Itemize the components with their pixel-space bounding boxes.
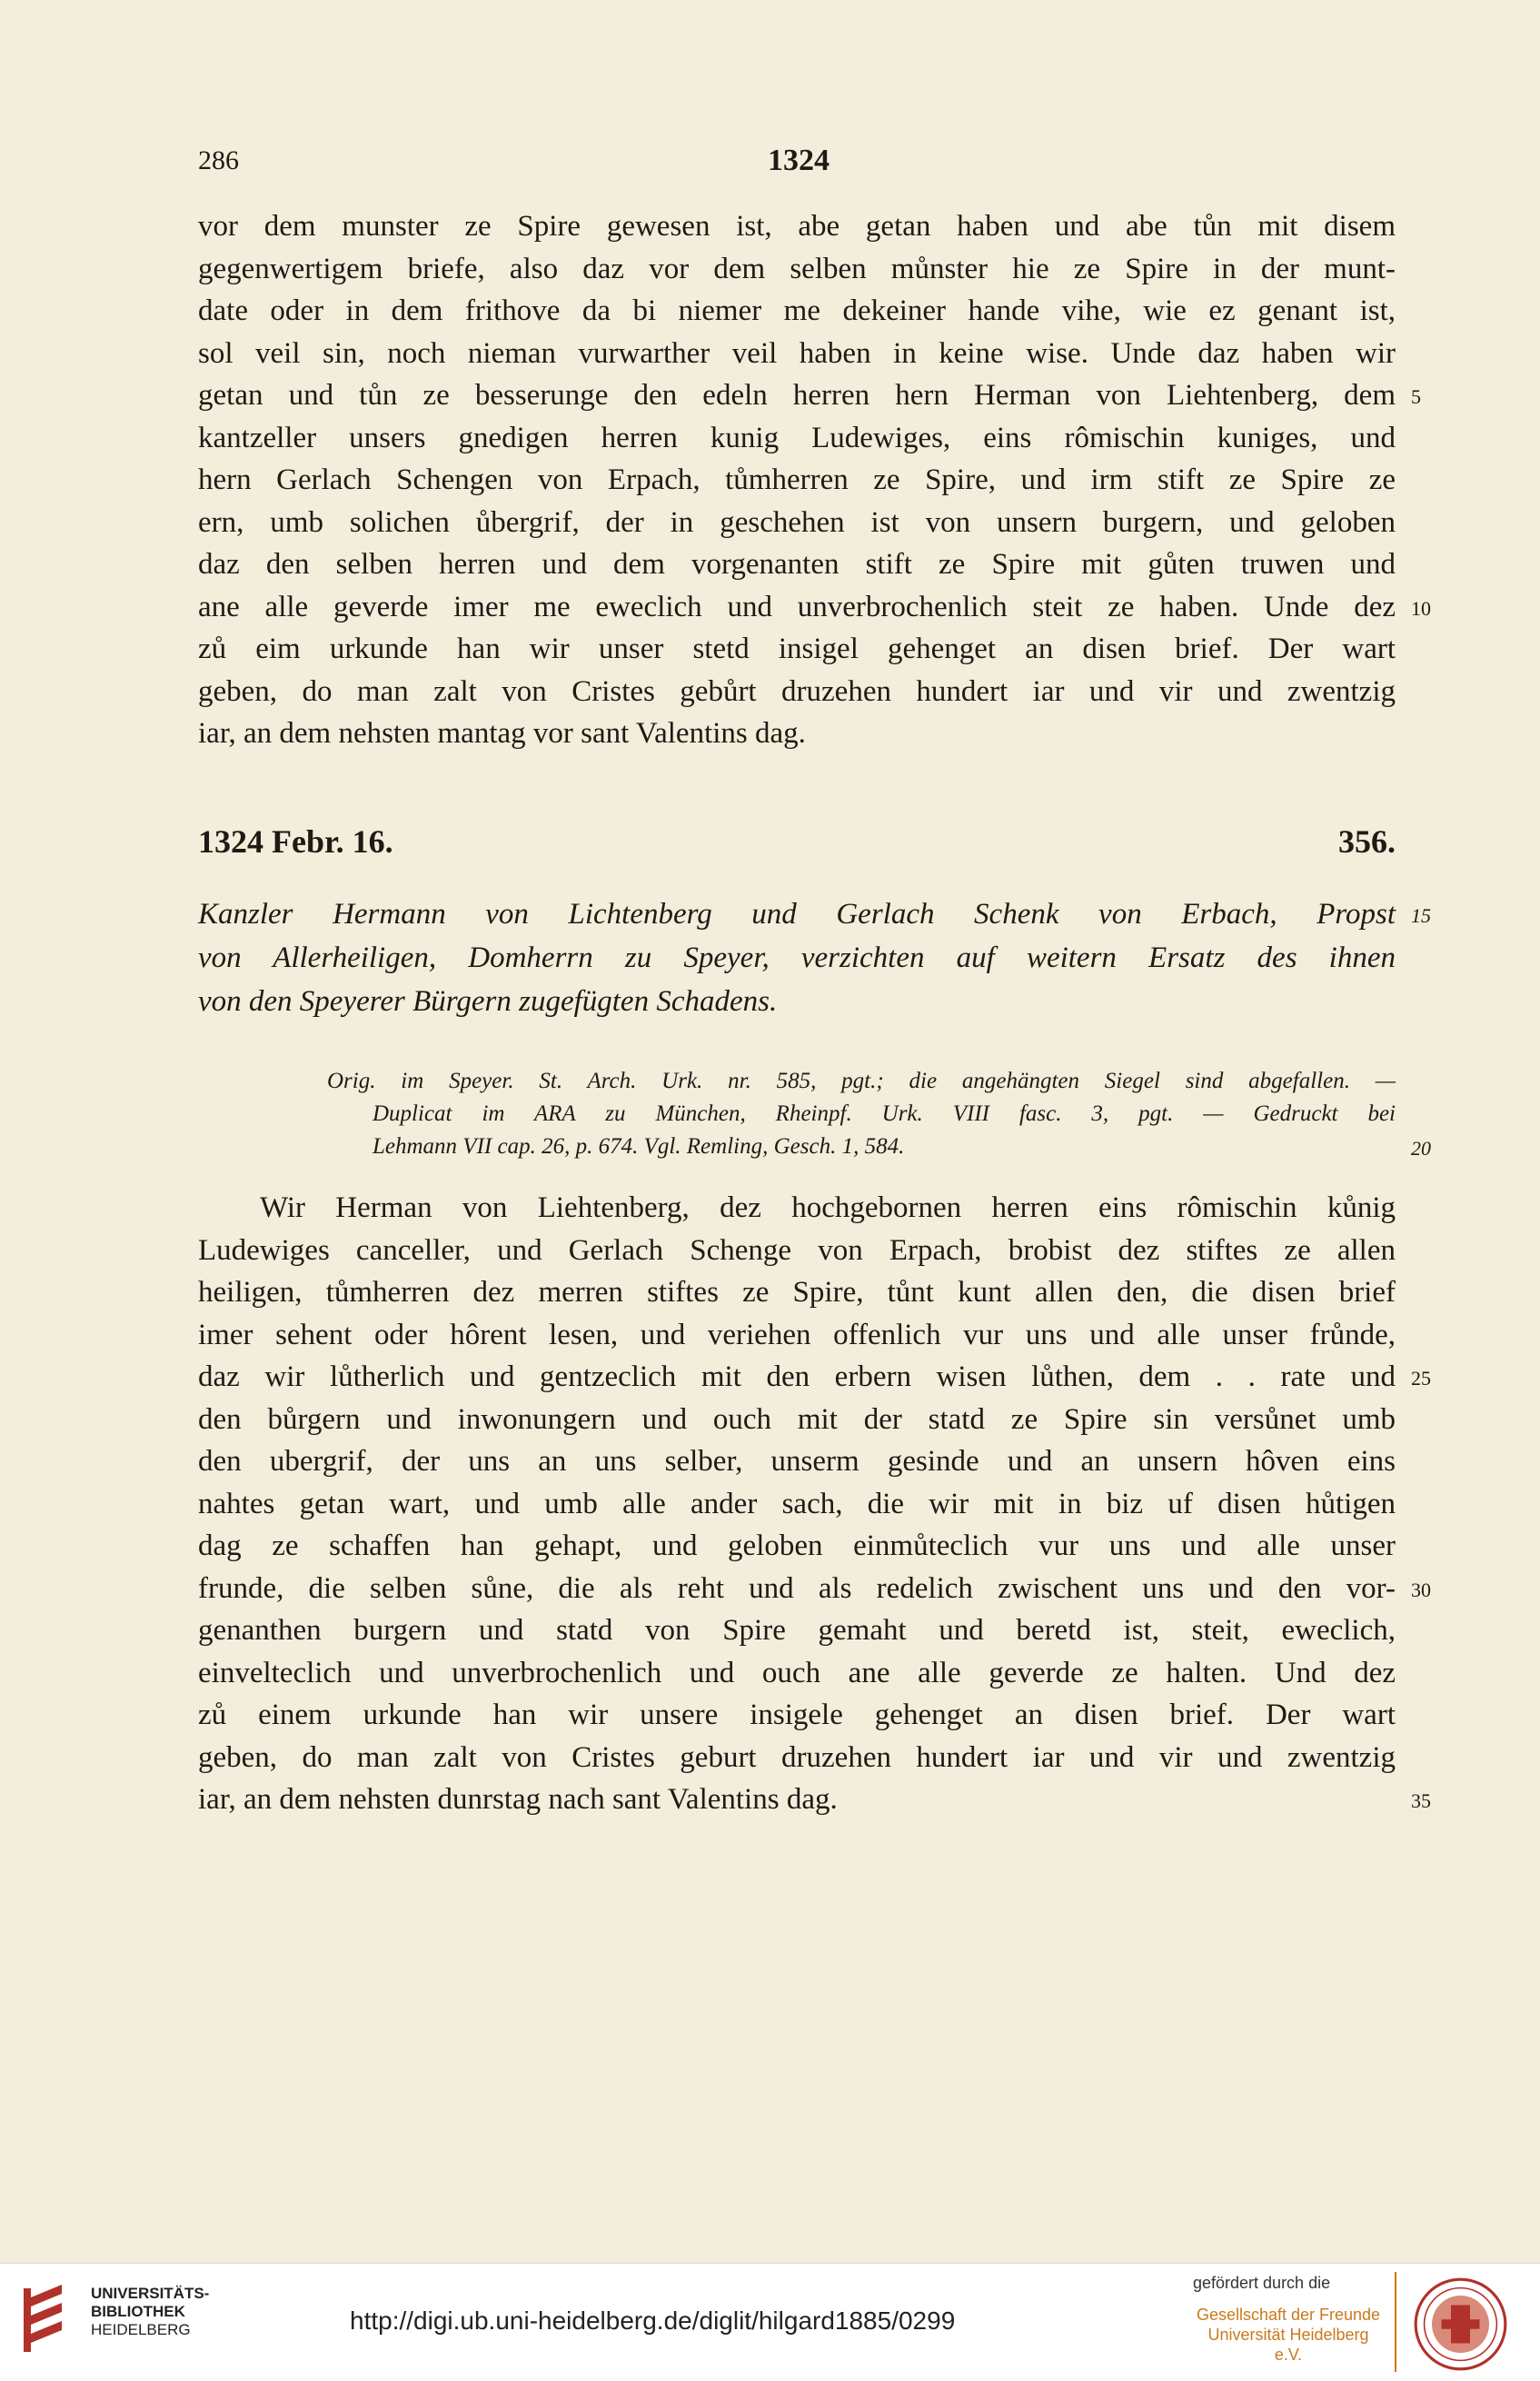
text-line — [327, 1098, 1396, 1131]
body-text-top — [198, 205, 1431, 755]
line-text: geben, do man zalt von Cristes gebůrt druzehen hundert iar und vir und zwentzig — [198, 674, 1396, 708]
line-text: imer sehent oder hôrent lesen, und veriehen offenlich vur uns und alle unser frůnde, — [198, 1318, 1396, 1351]
text-line — [198, 248, 1396, 291]
line-number: 25 — [1411, 1367, 1431, 1390]
text-line — [198, 1271, 1396, 1314]
document-number: 356. — [1338, 823, 1396, 860]
line-text: Lehmann VII cap. 26, p. 674. Vgl. Remling, Gesch. 1, 584. — [373, 1134, 905, 1159]
text-line — [198, 586, 1431, 629]
permalink-url[interactable]: http://digi.ub.uni-heidelberg.de/diglit/hilgard1885/0299 — [350, 2306, 956, 2335]
page-number: 286 — [198, 145, 239, 175]
text-line — [198, 1230, 1396, 1272]
line-text: daz den selben herren und dem vorgenanten stift ze Spire mit gůten truwen und — [198, 548, 1396, 581]
line-text: genanthen burgern und statd von Spire gemaht und beretd ist, steit, eweclich, — [198, 1614, 1396, 1647]
line-text: heiligen, tůmherren dez merren stiftes ze Spire, tůnt kunt allen den, die disen brief — [198, 1276, 1396, 1309]
text-line — [198, 712, 1396, 755]
source-note — [327, 1065, 1431, 1163]
line-text: Ludewiges canceller, und Gerlach Schenge von Erpach, brobist dez stiftes ze allen — [198, 1233, 1396, 1267]
text-line — [198, 1314, 1396, 1357]
text-line — [198, 1694, 1396, 1737]
page-header — [198, 145, 1399, 185]
line-text: getan und tůn ze besserunge den edeln herren hern Herman von Liehtenberg, dem — [198, 379, 1396, 412]
text-line — [198, 671, 1396, 713]
text-line — [198, 374, 1421, 417]
text-line — [198, 980, 1396, 1023]
text-line — [198, 892, 1431, 936]
line-text: Duplicat im ARA zu München, Rheinpf. Urk. VIII fasc. 3, pgt. — Gedruckt bei — [373, 1101, 1396, 1126]
line-text: gegenwertigem briefe, also daz vor dem selben můnster hie ze Spire in der munt- — [198, 252, 1396, 285]
line-text: iar, an dem nehsten dunrstag nach sant Valentins dag. — [198, 1783, 838, 1816]
line-text: einvelteclich und unverbrochenlich und ouch ane alle geverde ze halten. Und dez — [198, 1656, 1396, 1689]
line-text: dag ze schaffen han gehapt, und geloben einmůteclich vur uns und alle unser — [198, 1529, 1396, 1562]
sponsor-name — [1193, 2305, 1384, 2365]
line-text: ern, umb solichen ůbergrif, der in geschehen ist von unsern burgern, und geloben — [198, 505, 1396, 539]
line-text: zů einem urkunde han wir unsere insigele gehenget an disen brief. Der wart — [198, 1699, 1396, 1731]
sponsor-name-line: Universität Heidelberg e.V. — [1207, 2326, 1369, 2364]
line-number: 30 — [1411, 1578, 1431, 1601]
line-text: vor dem munster ze Spire gewesen ist, abe getan haben und abe tůn mit disem — [198, 210, 1396, 243]
line-text: ane alle geverde imer me eweclich und unverbrochenlich steit ze haben. Unde dez — [198, 590, 1396, 623]
line-text: iar, an dem nehsten mantag vor sant Valentins dag. — [198, 717, 806, 750]
sponsor-label: gefördert durch die — [1193, 2274, 1331, 2292]
library-name-line: HEIDELBERG — [91, 2321, 191, 2338]
text-line — [198, 543, 1396, 586]
text-line — [198, 205, 1396, 248]
text-line — [198, 628, 1396, 671]
line-text: den bůrgern und inwonungern und ouch mit der statd ze Spire sin versůnet umb — [198, 1402, 1396, 1436]
library-name-line: BIBLIOTHEK — [91, 2303, 185, 2320]
regest-summary — [198, 892, 1431, 1023]
line-text: Orig. im Speyer. St. Arch. Urk. nr. 585, pgt.; die angehängten Siegel sind abgefallen. — — [327, 1069, 1396, 1093]
document-date: 1324 Febr. 16. — [198, 823, 393, 860]
library-name-line: UNIVERSITÄTS- — [91, 2285, 210, 2302]
body-text-bottom — [198, 1187, 1431, 1821]
footer-divider — [1395, 2272, 1396, 2372]
text-line — [327, 1065, 1396, 1098]
text-line — [198, 333, 1396, 375]
line-number: 5 — [1411, 385, 1421, 408]
text-line — [198, 1483, 1396, 1526]
text-line — [198, 459, 1396, 502]
text-line — [198, 502, 1396, 544]
line-text: kantzeller unsers gnedigen herren kunig Ludewiges, eins rômischin kuniges, und — [198, 421, 1396, 454]
text-line — [198, 1568, 1431, 1610]
line-text: hern Gerlach Schengen von Erpach, tůmherren ze Spire, und irm stift ze Spire ze — [198, 463, 1396, 496]
line-number: 10 — [1411, 596, 1431, 620]
text-line — [198, 1399, 1396, 1441]
text-line — [198, 290, 1396, 333]
text-line — [198, 1652, 1396, 1695]
sponsor-name-line: Gesellschaft der Freunde — [1196, 2306, 1381, 2324]
line-text: date oder in dem frithove da bi niemer me dekeiner hande vihe, wie ez genant ist, — [198, 294, 1396, 327]
line-text: Kanzler Hermann von Lichtenberg und Gerlach Schenk von Erbach, Propst — [198, 898, 1396, 931]
line-text: von den Speyerer Bürgern zugefügten Schadens. — [198, 985, 778, 1018]
line-number: 20 — [1411, 1137, 1431, 1160]
line-number: 15 — [1411, 904, 1431, 927]
text-line — [198, 1356, 1431, 1399]
text-line — [198, 1187, 1396, 1230]
document-heading — [198, 822, 1396, 868]
university-seal-icon — [1413, 2276, 1508, 2372]
line-text: nahtes getan wart, und umb alle ander sach, die wir mit in biz uf disen hůtigen — [198, 1487, 1396, 1520]
text-line — [198, 417, 1396, 460]
library-logo-icon — [18, 2279, 82, 2361]
line-text: geben, do man zalt von Cristes geburt druzehen hundert iar und vir und zwentzig — [198, 1740, 1396, 1774]
text-line — [198, 1525, 1396, 1568]
text-line — [198, 1778, 1431, 1821]
text-line — [198, 1737, 1396, 1779]
text-line — [327, 1131, 1431, 1163]
text-line — [198, 1440, 1396, 1483]
line-text: von Allerheiligen, Domherrn zu Speyer, verzichten auf weitern Ersatz des ihnen — [198, 941, 1396, 974]
line-text: Wir Herman von Liehtenberg, dez hochgebornen herren eins rômischin kůnig — [260, 1191, 1396, 1224]
line-text: den ubergrif, der uns an uns selber, unserm gesinde und an unsern hôven eins — [198, 1445, 1396, 1478]
running-head: 1324 — [768, 144, 830, 177]
line-text: sol veil sin, noch nieman vurwarther veil haben in keine wise. Unde daz haben wir — [198, 336, 1396, 370]
library-name — [91, 2285, 209, 2339]
line-number: 35 — [1411, 1789, 1431, 1812]
text-line — [198, 936, 1396, 980]
line-text: frunde, die selben sůne, die als reht und als redelich zwischent uns und den vor- — [198, 1571, 1396, 1605]
line-text: zů eim urkunde han wir unser stetd insigel gehenget an disen brief. Der wart — [198, 633, 1396, 665]
text-line — [198, 1609, 1396, 1652]
line-text: daz wir lůtherlich und gentzeclich mit den erbern wisen lůthen, dem . . rate und — [198, 1360, 1396, 1393]
